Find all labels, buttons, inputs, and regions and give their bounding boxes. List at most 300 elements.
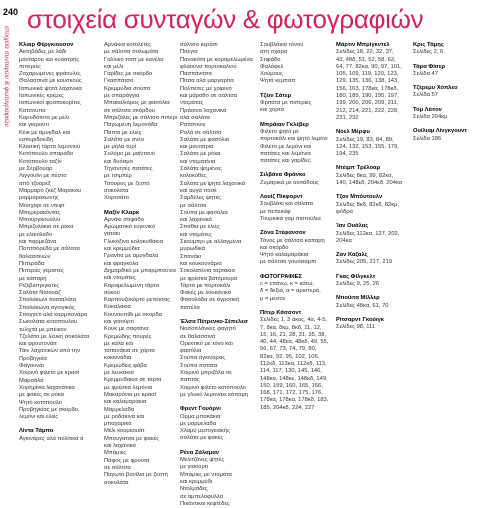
contributor-name: Νόελ Μέρφυ	[336, 129, 370, 136]
credit-line: με πεπεκάφ	[260, 208, 291, 215]
credit-entry	[260, 122, 346, 166]
credit-line: Σπανάκι	[180, 253, 202, 260]
credit-entry	[260, 93, 346, 115]
credit-line: Σπαγγέτι αλά καρμπονάρα	[19, 311, 88, 318]
credit-line: Σελίδες 98, 111	[336, 324, 376, 331]
credit-line: με ροδάκινα και	[104, 413, 145, 420]
credit-entry	[180, 450, 266, 508]
credit-line: Σαλάτα με φασόλια	[180, 136, 230, 143]
credit-entry	[336, 129, 406, 158]
credit-line: Κρεμμύδια σούπα	[104, 85, 151, 92]
credit-line: 148κα, 148κε, 148κδ, 149,	[260, 375, 328, 382]
credit-line: με φρέσκα λεμόνια	[104, 384, 153, 391]
credit-line: Κουνουπίδι με σκορδα	[104, 311, 162, 318]
credit-line: Χοιρινό φιλέτο με κρασί	[19, 370, 80, 377]
credit-line: Τόνος με σάλτσα καπαρη	[260, 237, 325, 244]
credit-line: 156, 163, 178κα, 178κδ,	[336, 85, 399, 92]
credit-line: Σελίδες 2, 6	[413, 49, 444, 56]
credit-entry	[260, 194, 346, 223]
credit-line: Σελίδες 19, 83, 84, 89,	[336, 136, 394, 143]
credit-line: Παέγια	[180, 49, 198, 56]
credit-line: με γιαούρτι	[180, 464, 209, 471]
credit-line: Παγωτό βανίλια με ζεστή	[104, 472, 168, 479]
credit-line: στη σχάρα	[260, 49, 288, 56]
credit-line: μάνταρου και κυαστρής	[19, 56, 80, 63]
credit-line: Σελίδες 18, 22, 32, 37,	[336, 49, 394, 56]
contributor-name: Ρίτσαρντ Γκούιγκ	[336, 316, 384, 323]
credit-line: 40, 44, 48εα, 48κδ, 49, 55,	[260, 339, 329, 346]
credit-line: Σαλάτα με ψητά λαχανικά	[180, 180, 246, 187]
credit-line: Μπεμερακόντας	[19, 209, 61, 216]
credit-line: αλά σαλάτα	[180, 114, 210, 121]
credit-line: Τουρκικά γαμ πιστούλια	[260, 215, 321, 222]
contributor-name: Ντέιμπ Τρέλοαρ	[336, 165, 381, 172]
credit-entry	[19, 428, 103, 443]
credit-entry	[260, 274, 346, 303]
credit-line: Κέικ με αμυγδαλ και	[19, 129, 71, 136]
credit-line: εσπεριδοειδή	[19, 136, 54, 143]
credit-line: δ = δεξιά, α = αριστερά,	[260, 288, 321, 295]
contributor-name: Λίντα Τάμπο	[19, 428, 54, 435]
credit-line: Χορηρίνια λαχανάτικα	[19, 384, 75, 391]
credit-line: και λαχανικά	[180, 217, 212, 224]
credit-line: με ελαιόλαδο	[19, 231, 53, 238]
credit-line: με μαρμελάδα	[180, 420, 217, 427]
credit-line: με λευκάκια	[104, 370, 134, 377]
credit-entry	[413, 85, 477, 100]
credit-line: σε αμπελόφυλλα	[180, 493, 224, 500]
credit-entry	[260, 172, 346, 187]
credit-line: Τσουρος με ζεστό	[104, 180, 150, 187]
credit-line: και μέλι	[104, 63, 124, 70]
credit-line: Κλασική τάρτα λεμονιού	[19, 144, 81, 151]
credit-line: 199, 200, 206, 209, 211,	[336, 100, 399, 107]
credit-line: Καρυδόπιτα με μέλι	[19, 114, 70, 121]
credit-line: Αγκινάρες αλά πολίτικα ά	[19, 435, 84, 442]
page-title: στοιχεία συνταγών & φωτογραφιών	[27, 4, 424, 34]
credit-line: 140, 148εδ, 204εδ, 204κα	[336, 180, 403, 187]
credit-line: Μαρμελάδα	[104, 406, 135, 413]
credit-line: και μανιτάρια	[180, 144, 214, 151]
credit-line: Φασολάδα σε αγροτική	[180, 297, 240, 304]
credit-line: 231, 232	[336, 114, 359, 121]
credit-entry	[336, 194, 406, 216]
credit-line: μυρωδικά	[180, 246, 206, 253]
credit-line: 82κα, 92, 95, 102, 106,	[260, 353, 320, 360]
credit-line: λεμόνι και ελιές	[19, 414, 59, 421]
credit-line: Σκουμπρι με αλλαγμένα	[180, 239, 242, 246]
credit-line: και φρουτονάιτ	[19, 341, 57, 348]
credit-line: ντομάτας	[180, 100, 204, 107]
contributor-name: Ντιούιτα Μίλλερ	[336, 295, 380, 302]
contributor-name: ΦΩΤΟΓΡΑΦΙΕΣ	[260, 273, 303, 280]
credit-line: 124, 132, 153, 155, 179,	[336, 143, 399, 150]
credit-line: πιατέλα	[180, 304, 200, 311]
credit-line: και αυγά ποσέ	[180, 187, 217, 194]
credit-line: αύκου	[104, 289, 120, 296]
credits-column-1	[19, 42, 103, 443]
credit-line: Σελίδες 48κα, 61, 70	[336, 302, 389, 309]
contributor-name: Τζέρεμυ Χόπλευ	[413, 85, 458, 92]
credit-line: Ιαπωνικά ψητά λαχανικά	[19, 85, 82, 92]
credit-line: Πράσινα λαχανικά	[180, 107, 227, 114]
credit-line: Σελίδα 57	[413, 92, 438, 99]
credit-line: Στιφάδο	[260, 56, 281, 63]
credit-entry	[260, 42, 346, 86]
credit-line: σε θαλασσινά	[180, 333, 216, 340]
credit-line: Μέλι κουμκουάτ	[104, 428, 145, 435]
credit-line: Παπια με ελιές	[104, 129, 142, 136]
credit-line: και ντοματίνια	[180, 158, 216, 165]
credits-column-4	[260, 42, 346, 412]
credit-line: φλαούνα πορτοκαλιού	[180, 63, 237, 70]
credit-line: 178κα, 178κα, 178κδ, 183,	[260, 397, 329, 404]
credit-line: Χλαμύ μεσογειακής	[180, 428, 230, 435]
contributor-name: Μαξίν Κλαρκ	[104, 209, 140, 216]
credit-entry	[260, 230, 346, 266]
credit-line: Μπάμιες	[104, 450, 127, 457]
credit-line: Πάφος με φρούτα	[104, 457, 150, 464]
credit-line: και σκόρδο	[260, 244, 289, 251]
contributor-name: Τζον Μπόυτουλν	[336, 194, 383, 201]
credit-line: σοκολάτα	[104, 187, 129, 194]
credit-line: Σοκολατένια ταρτάκια	[180, 268, 235, 275]
credit-line: Κοτόπουλο σπαράδο	[19, 151, 74, 158]
credit-line: Αρνάκια κοτολέτες	[104, 42, 152, 48]
credit-entry	[413, 107, 477, 122]
credit-line: σε σάλτσα σκόρδου	[104, 107, 155, 114]
credit-line: 64, 77, 82κα, 90, 97, 101,	[336, 63, 402, 70]
credit-line: με τσιμπέρ	[104, 173, 132, 180]
contributor-name: Πίτερ Κάσσοντ	[260, 309, 302, 316]
credit-line: με σπαράγγια	[104, 93, 140, 100]
credit-line: Μαρμαρο ζκέζ Μαρόκου	[19, 187, 82, 194]
credit-line: Ιαπωνικοί φραπεκορίτες	[19, 100, 81, 107]
credit-entry	[180, 42, 266, 312]
credit-line: Μπουγατσα με φακές	[104, 435, 160, 442]
credit-line: και γιαούρτι	[104, 318, 134, 325]
credit-line: και ντομάτες	[180, 231, 212, 238]
credit-line: Σαλάτα με ροκα	[180, 151, 221, 158]
credit-line: Πιπεράδα	[19, 260, 45, 267]
credit-line: Σελίδες 1, 3 άκος, 4α, 4-5,	[260, 317, 328, 324]
credit-line: τυλιχτά με μπέικον	[19, 326, 67, 333]
credit-line: 185, 204κδ, 224, 227	[260, 404, 315, 411]
credit-line: Ντολμάδες	[180, 486, 208, 493]
credit-line: Πικάντικοι κεφτέδες	[180, 500, 230, 507]
credit-entry	[336, 274, 406, 289]
credit-line: με Σέρβουαρ	[19, 166, 53, 173]
credit-line: πατάτες και γαρίδες	[260, 158, 311, 165]
credits-column-5	[336, 42, 406, 332]
contributor-name: Τομ Λέιτον	[413, 106, 442, 113]
credit-line: Φριτάτα με πιπεριές	[260, 100, 312, 107]
credit-line: Ποπτσόρεδα με σάλτσα	[19, 246, 80, 253]
contributor-name: Ρένα Ζάλαμαν	[180, 449, 220, 456]
credit-line: και ντομάτες	[104, 275, 136, 282]
credit-line: Σελίδες 8κα, 99, 82κα,	[336, 172, 394, 179]
credit-line: Προβηγκίας με σκόρδο,	[19, 406, 80, 413]
credit-line: Μπάμιες με ντομάτα	[180, 471, 232, 478]
credit-line: 7, 8κα, 8κμ, 8κδ, 11, 12,	[260, 324, 322, 331]
credit-line: και δυόσμο	[104, 158, 133, 165]
credit-line: τσιτανάκια σε χόρτα	[104, 348, 155, 355]
credit-line: 105, 109, 119, 120, 123,	[336, 71, 399, 78]
credit-entry	[336, 165, 406, 187]
credit-line: θαλασσινών	[19, 253, 51, 260]
credit-line: Αρνάκι στιφάδο	[104, 216, 144, 223]
credit-line: σάλτσα κεράσι	[180, 42, 218, 48]
credits-column-2	[104, 42, 186, 487]
credit-line: Χούμους	[260, 71, 283, 78]
contributor-name: Έλσα Πέτρενκο-Σέπελεσ	[180, 318, 248, 325]
credit-line: Μελιτζάνες ψητές	[180, 457, 225, 464]
credit-line: c = επάνω, κ = κάτω,	[260, 281, 315, 288]
contributor-name: Ουίλιαμ Λίνγκγουντ	[413, 128, 467, 135]
credit-line: Κοτόπουλο ταζίν	[19, 158, 62, 165]
credit-line: Γαλλικό τοστ με κανέλα	[104, 56, 164, 63]
credit-line: Ιαπωνικές κρέμες	[19, 93, 64, 100]
credit-line: Ορμα μπακάκια	[180, 413, 221, 420]
credit-line: Ζυμαρικά με ανιτάδους	[260, 179, 319, 186]
contributor-name: Σιλβάνα Φράνκο	[260, 172, 306, 179]
credit-line: Τάιν λαχανικών από την	[19, 348, 81, 355]
credit-line: 180, 189, 190, 195, 197,	[336, 93, 399, 100]
credit-line: και παρμεζάνα	[19, 239, 57, 246]
credit-entry	[336, 252, 406, 267]
credit-line: Προβηγκία	[19, 355, 47, 362]
credit-line: Πίτσα αλά μαργαρίτα	[180, 78, 234, 85]
credit-entry	[336, 42, 406, 122]
credit-line: με φακές σε ρόκα	[19, 392, 65, 399]
credit-line: μαρμαρακώνης	[19, 195, 59, 202]
credit-line: 212, 214, 221, 222, 228,	[336, 107, 399, 114]
credit-line: με φρέσκα βατόμουρα	[180, 275, 238, 282]
contributor-name: Μπράιαν Γκλέβερ	[260, 121, 309, 128]
credit-line: Σελίδες 8κδ, 82κδ, 82κμ,	[336, 201, 400, 208]
credit-line: Χορτσάτο	[104, 195, 129, 202]
credit-line: πιπεριές	[19, 63, 41, 70]
credit-line: 15, 16, 21, 28, 31, 35, 38,	[260, 331, 327, 338]
credit-line: Φιλέτο με λεμόνι και	[260, 143, 312, 150]
credit-line: και φραγκόλα	[104, 260, 139, 267]
credit-entry	[413, 128, 477, 143]
credit-line: σαλάτα με φακές	[180, 435, 224, 442]
credit-line: Σπαλάκωνα αγιογικός	[19, 304, 75, 311]
credit-line: Ψητό καλαμαράκια	[260, 252, 309, 259]
credit-line: Αρωματικό ευγενικό	[104, 224, 156, 231]
credit-entry	[336, 317, 406, 332]
credit-line: Σελίδα 47	[413, 70, 438, 77]
credit-line: Χοιρινό μπριζόλα σε	[180, 370, 232, 377]
credit-line: 114, 117, 130, 145, 146,	[260, 368, 322, 375]
credit-line: Μακαρόνια με κρασί	[104, 391, 156, 398]
credit-line: Μπακαλιάρος με φασόλια	[104, 100, 170, 107]
credit-line: 150, 159, 160, 165, 166,	[260, 382, 323, 389]
credit-line: 112κδ, 113κα, 112κδ, 113,	[260, 360, 327, 367]
credit-line: 43, 48δ, 51, 52, 58, 63,	[336, 56, 396, 63]
credit-line: Φιλέτο ψητό με	[260, 128, 299, 135]
credit-line: Πολπέτες με χοιρινό	[180, 85, 232, 92]
credit-line: Γκασπάτσο	[104, 78, 134, 85]
credit-line: με μήλα τυρί	[104, 144, 136, 151]
contributor-name: Τάρα Φίσερ	[413, 63, 446, 70]
credit-line: Γρανίτα με αμυγδαλα	[104, 253, 159, 260]
credit-line: μπαχαρικά	[104, 421, 132, 428]
credit-line: Σελίδες 205, 217, 219	[336, 259, 393, 266]
page-number: 240	[3, 7, 19, 17]
credit-line: Τάρτα με πορτοκάλι	[180, 282, 231, 289]
credit-line: Σαλάτα ψημένες	[180, 166, 222, 173]
credit-line: Ρατατούιγ	[180, 122, 206, 129]
credit-line: Σουβλάκι και σαλάτα	[260, 201, 313, 208]
credit-line: Γλυκόξινο κολοκυθάκια	[104, 238, 163, 245]
credit-line: από τζοαρέξ	[19, 180, 51, 187]
contributor-name: Τζέιν Σάτερ	[260, 92, 292, 99]
contributor-name: Λουίζ Πίκφορντ	[260, 194, 303, 201]
credit-line: Σούπα με φασόλια	[180, 209, 228, 216]
credit-entry	[180, 319, 266, 399]
credit-line: Φαλάφελ	[260, 63, 284, 70]
credit-line: Γαρίδες με σκόρδο	[104, 71, 153, 78]
credit-line: Κοκαλάκια	[104, 304, 131, 311]
credit-line: Σπάθια με ελιές	[180, 224, 220, 231]
credit-line: Πανακότα με καραμελωμένα	[180, 56, 253, 63]
contributor-name: Μάρτιν Μπρίγκντελ	[336, 42, 390, 48]
credit-line: Σούπα αγκινάρας	[180, 355, 225, 362]
credit-line: Μπριζολάκια σε ρόκα	[19, 224, 74, 231]
credit-line: Μαρσάλα	[19, 377, 44, 384]
credit-entry	[104, 42, 186, 203]
credit-line: Πιπεριές γεμιστές	[19, 268, 64, 275]
contributor-name: Κλαιρ Φέργκιουσον	[19, 42, 74, 48]
credit-line: και λαχανικά	[104, 443, 136, 450]
credit-line: Ζαχαρωμένες φράουλες	[19, 71, 81, 78]
credit-line: Κατσούπα	[19, 107, 46, 114]
credits-column-6	[413, 42, 477, 143]
credit-line: και κρεμμύδι	[180, 478, 213, 485]
credit-line: με σάλτσα σολωμάτα	[104, 49, 159, 56]
credit-line: Σελίδα 186	[413, 135, 442, 142]
credit-line: Τηγανητές πατάτες	[104, 166, 153, 173]
contributor-name: Ίαν Ουάλας	[336, 223, 369, 230]
credit-line: 168, 171, 172, 175, 176,	[260, 390, 323, 397]
credit-line: πορτοκάλι και ψητό λεμόνι	[260, 136, 328, 143]
credit-entry	[104, 210, 186, 487]
credit-line: Μπουργκουαλλι	[19, 217, 60, 224]
credit-line: Πασπάνιτσα	[180, 71, 212, 78]
credit-line: Κρεμμυδακια σε τάρτα	[104, 377, 162, 384]
credit-line: Δημαρδικό με μπαρμπούνια	[104, 267, 176, 274]
credit-line: σε σάλτσα	[104, 464, 131, 471]
credit-entry	[336, 295, 406, 310]
credit-line: 194, 235	[336, 151, 359, 158]
credit-line: Σαλάτα Νισουάζ	[19, 290, 61, 297]
credit-line: Ψητά κεμπάπ	[260, 78, 296, 85]
contributor-name: Ζόνα Στέφανσον	[260, 230, 306, 237]
credit-line: Καρπουζοκόρτο ρεπέκτας	[104, 297, 171, 304]
contributor-name: Φρεντ Γουόρνι	[180, 406, 221, 413]
credit-line: σοκολάτα	[104, 479, 129, 486]
credit-line: με γλυκό λεμονάκι κάπαρη	[180, 391, 249, 398]
credit-line: γατάκι	[104, 231, 120, 238]
credit-entry	[336, 223, 406, 245]
credit-entry	[413, 64, 477, 79]
credit-line: κολοκύθες	[180, 173, 207, 180]
credit-line: φασόλια	[180, 348, 202, 355]
credit-line: Καραμελωμένη τάρτα	[104, 282, 160, 289]
credit-line: και κρεμμύδια	[104, 246, 140, 253]
credit-line: Φακές με λουκάνικο	[180, 290, 232, 297]
credit-line: Ορεκτικό με τόνο και	[180, 340, 233, 347]
contributor-name: Κρις Τάμης	[413, 42, 444, 48]
credit-line: Ρολά σε σάλτσα	[180, 129, 222, 136]
credit-line: Θαλασσινά με κουσκούς	[19, 78, 82, 85]
credit-line: 204κα	[336, 237, 352, 244]
credit-entry	[260, 310, 346, 412]
credit-line: Σπαλάκωνι τοιαταλάτα	[19, 297, 77, 304]
credit-line: Σολόμο με μαϊντανό	[104, 151, 155, 158]
credit-line: κοκκινάδια	[104, 355, 132, 362]
credit-line: Παγωμένη λεμονάδα	[104, 122, 158, 129]
credit-line: και καλαμαράκια	[104, 399, 147, 406]
credit-line: Μπριζόλες με σάλτσα πιπέρι	[104, 114, 178, 121]
credit-line: με σάλτσα	[180, 202, 207, 209]
credit-line: Ακτηβάδες με λάδι	[19, 49, 67, 56]
credit-line: Σωκολάτα κοτοπουλου	[19, 319, 78, 326]
credit-line: Σαλάτα με σνέο	[104, 136, 145, 143]
contributor-name: Γκας Φίλγκελτ	[336, 273, 376, 280]
credit-line: Σελίδα 204κμ	[413, 114, 448, 121]
credit-line: Ριζεβιστριγκιτες	[19, 282, 60, 289]
credit-line: Σαρδέλες ψητές	[180, 195, 221, 202]
side-label: στοιχεία συνταγών & φωτογραφιών	[3, 26, 10, 127]
credit-line: Ψητό κοτοπουλο	[19, 399, 62, 406]
contributor-name: Ζαν Καζαλς	[336, 252, 368, 259]
credit-entry	[19, 42, 103, 421]
credit-entry	[180, 406, 266, 442]
credit-line: Φαγουνάι	[19, 363, 44, 370]
credit-line: φόδρα	[336, 208, 353, 215]
credit-line: Λιγγουίνι με πέστο	[19, 173, 67, 180]
credit-line: με σάλτσα γουάσαμπι	[260, 259, 317, 266]
credit-line: μ = μέσον	[260, 295, 286, 302]
credit-line: και γιαρούτι	[19, 122, 49, 129]
credit-line: Κρεμώδεις φάβα	[104, 362, 147, 369]
credit-line: Νοσοπλάνκες φαγητό	[180, 326, 236, 333]
credit-line: και μάραθο σε σάλτσα	[180, 93, 238, 100]
credit-line: και κουκουνάρια	[180, 260, 222, 267]
credit-line: Κουκ με σαφτάνα	[104, 326, 149, 333]
credit-line: Τζελάτο με λευκή σοκολάτα	[19, 333, 90, 340]
credit-line: και χορτά	[260, 107, 284, 114]
credit-line: πατάτες και λεμόνια	[260, 150, 311, 157]
credit-line: Σούπα πατατα	[180, 362, 218, 369]
credits-column-3	[180, 42, 266, 508]
credit-line: με κάπαρη	[19, 275, 47, 282]
credit-line: Χοιρινό φιλέτο κοτόπουλο	[180, 384, 247, 391]
credit-line: 129, 135, 136, 138, 143,	[336, 78, 399, 85]
credit-line: 56, 67, 73, 74, 79, 80,	[260, 346, 317, 353]
credit-line: Μοσχαρι σε ντεφτ	[19, 202, 65, 209]
credit-line: Σελίδες 112κα, 127, 202,	[336, 230, 400, 237]
credit-line: Κρεμώδης πουρές	[104, 333, 152, 340]
credit-line: παπτάς	[180, 377, 200, 384]
credit-line: Σουβλάκια τόνου	[260, 42, 304, 48]
credit-line: με κάλα και	[104, 340, 133, 347]
credit-line: Σελίδες 9, 25, 26	[336, 281, 380, 288]
credit-entry	[413, 42, 477, 57]
